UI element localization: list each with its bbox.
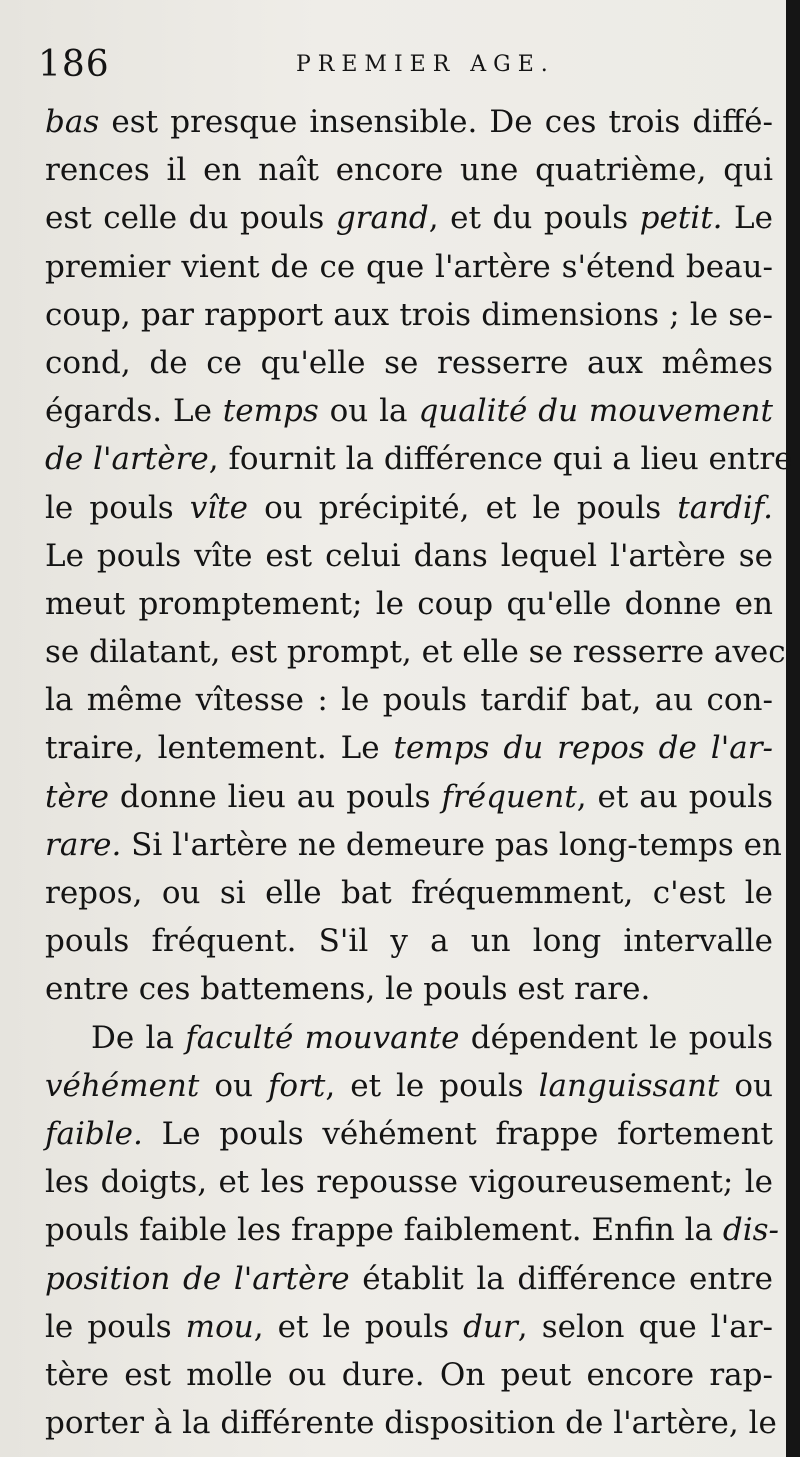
text-run: Le — [722, 200, 773, 237]
text-line — [45, 146, 773, 194]
text-line — [45, 628, 786, 676]
text-run: ou précipité, et le pouls — [247, 489, 678, 526]
text-line — [45, 1399, 777, 1447]
text-line — [45, 821, 782, 869]
italic-text: tère — [45, 778, 109, 815]
text-line — [45, 773, 773, 821]
page-header — [38, 40, 778, 90]
text-run: la même vîtesse : le pouls tardif bat, au con- — [45, 682, 773, 719]
italic-text: petit. — [639, 200, 723, 237]
text-run: cond, de ce qu'elle se resserre aux mêmes — [45, 344, 773, 381]
italic-text: rare. — [45, 826, 122, 863]
text-run: donne lieu au pouls — [108, 778, 442, 815]
italic-text: véhément — [45, 1067, 200, 1104]
text-line — [45, 917, 773, 965]
text-line — [45, 580, 773, 628]
text-run: porter à la différente disposition de l'artère, le — [45, 1405, 777, 1442]
italic-text: grand — [335, 200, 429, 237]
text-line — [45, 869, 773, 917]
text-line — [45, 1351, 773, 1399]
text-run: est celle du pouls — [45, 200, 336, 237]
text-run: les doigts, et les repousse vigoureusement; le — [45, 1164, 773, 1201]
italic-text: languissant — [538, 1067, 720, 1104]
text-run: , et le pouls — [253, 1308, 464, 1345]
text-line — [45, 339, 773, 387]
text-run: premier vient de ce que l'artère s'étend beau- — [45, 248, 773, 285]
text-run: repos, ou si elle bat fréquemment, c'est le — [45, 875, 773, 911]
text-line — [45, 676, 773, 724]
text-run: Si l'artère ne demeure pas long-temps en — [121, 826, 782, 863]
text-run: dépendent le pouls — [459, 1019, 773, 1056]
text-run: , fournit la différence qui a lieu entre — [208, 441, 793, 478]
page-edge-shadow — [786, 0, 800, 1457]
text-run: pouls faible les frappe faiblement. Enfin la — [45, 1212, 723, 1249]
text-run: établit la différence entre — [349, 1260, 773, 1297]
text-run: égards. Le — [45, 393, 223, 430]
text-line — [45, 1110, 773, 1158]
italic-text: dur — [463, 1308, 518, 1345]
running-head: PREMIER AGE. — [296, 52, 555, 77]
text-run: traire, lentement. Le — [45, 730, 394, 767]
italic-text: bas — [45, 104, 100, 140]
text-line — [45, 387, 773, 435]
italic-text: faculté mouvante — [185, 1019, 460, 1056]
italic-text: position de l'artère — [45, 1260, 350, 1297]
text-run: le pouls — [45, 489, 190, 526]
italic-text: vîte — [189, 489, 248, 526]
italic-text: qualité du mouvement — [418, 393, 773, 430]
text-line — [45, 243, 773, 291]
italic-text: fréquent — [441, 778, 577, 815]
text-run: rences il en naît encore une quatrième, qui — [45, 152, 773, 189]
text-run: ou la — [318, 393, 419, 430]
text-run: pouls fréquent. S'il y a un long intervalle — [45, 923, 773, 960]
text-run: tère est molle ou dure. On peut encore rap- — [45, 1356, 773, 1393]
text-run: Le pouls véhément frappe fortement — [142, 1115, 773, 1152]
italic-text: fort — [267, 1067, 326, 1104]
italic-text: dis- — [722, 1212, 780, 1249]
italic-text: temps du repos de l'ar- — [393, 730, 773, 767]
text-line — [45, 532, 773, 580]
text-line — [45, 1014, 773, 1062]
italic-text: temps — [222, 393, 319, 430]
text-line — [45, 1255, 773, 1303]
text-run: De la — [91, 1019, 186, 1056]
text-line — [45, 194, 773, 242]
text-run: meut promptement; le coup qu'elle donne en — [45, 585, 773, 622]
text-line — [45, 98, 773, 146]
text-run: est presque insensible. De ces trois diffé- — [99, 104, 773, 140]
text-line — [45, 724, 773, 772]
text-run: coup, par rapport aux trois dimensions ; le se- — [45, 296, 773, 333]
text-line — [45, 1206, 780, 1254]
italic-text: de l'artère — [45, 441, 209, 478]
page-number: 186 — [38, 44, 110, 85]
text-line — [45, 1158, 773, 1206]
italic-text: faible. — [45, 1115, 143, 1152]
text-line — [45, 435, 793, 483]
text-run: ou — [199, 1067, 268, 1104]
text-run: ou — [719, 1067, 773, 1104]
text-run: , selon que l'ar- — [517, 1308, 773, 1345]
body-text — [45, 98, 793, 1447]
text-line — [45, 965, 773, 1013]
text-run: , et le pouls — [325, 1067, 539, 1104]
text-run: se dilatant, est prompt, et elle se resserre avec — [45, 634, 786, 671]
text-run: Le pouls vîte est celui dans lequel l'artère se — [45, 537, 773, 574]
italic-text: mou — [185, 1308, 254, 1345]
text-run: le pouls — [45, 1308, 186, 1345]
text-run: entre ces battemens, le pouls est rare. — [45, 971, 651, 1008]
text-run: , et du pouls — [428, 200, 640, 237]
text-run: , et au pouls — [576, 778, 773, 815]
text-line — [45, 1062, 773, 1110]
italic-text: tardif. — [677, 489, 773, 526]
text-line — [45, 1303, 773, 1351]
text-line — [45, 484, 773, 532]
text-line — [45, 291, 773, 339]
